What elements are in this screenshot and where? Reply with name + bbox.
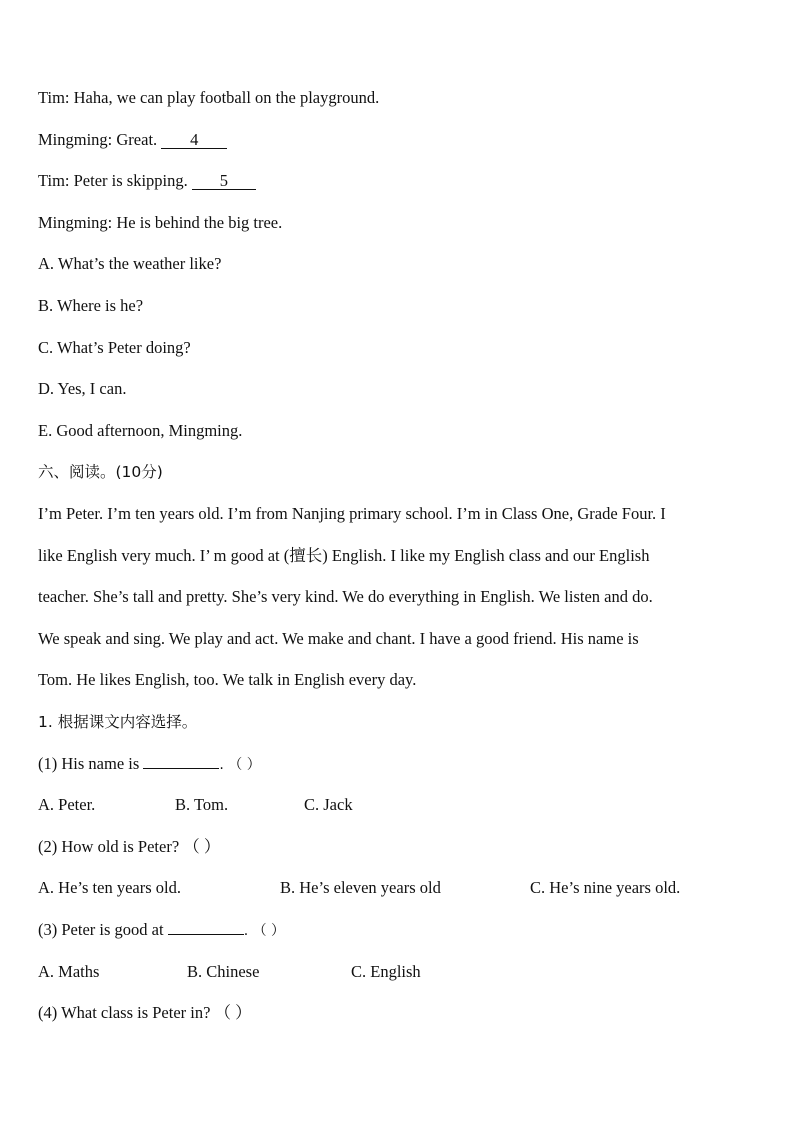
- choice-d: D. Yes, I can.: [38, 379, 127, 398]
- choice-c: C. What’s Peter doing?: [38, 338, 191, 357]
- dialogue-line-3-text: Tim: Peter is skipping.: [38, 171, 192, 190]
- q3-option-c: C. English: [351, 962, 421, 981]
- answer-blank-5: 5: [192, 172, 256, 190]
- passage-line-1: I’m Peter. I’m ten years old. I’m from Nanjing primary school. I’m in Class One, Grade Four. I: [38, 504, 666, 523]
- question-1: [38, 754, 261, 775]
- section-heading: 六、阅读。(10分): [38, 463, 163, 481]
- q1-option-c: C. Jack: [304, 795, 353, 814]
- q2-option-c: C. He’s nine years old.: [530, 878, 681, 897]
- answer-blank-4: 4: [161, 131, 227, 149]
- dialogue-line-2: [38, 130, 227, 150]
- question-3: [38, 920, 285, 941]
- question-1-text: (1) His name is: [38, 754, 144, 773]
- q2-option-a: A. He’s ten years old.: [38, 878, 181, 897]
- q3-option-b: B. Chinese: [187, 962, 260, 981]
- task-instruction: 1. 根据课文内容选择。: [38, 713, 198, 731]
- choice-e: E. Good afternoon, Mingming.: [38, 421, 243, 440]
- choice-a: A. What’s the weather like?: [38, 254, 222, 273]
- question-4: (4) What class is Peter in? （ ）: [38, 1003, 252, 1022]
- question-1-bracket: . （ ）: [219, 757, 261, 773]
- dialogue-line-1: Tim: Haha, we can play football on the playground.: [38, 88, 380, 107]
- dialogue-line-2-text: Mingming: Great.: [38, 130, 162, 149]
- question-2: (2) How old is Peter? （ ）: [38, 837, 221, 856]
- passage-line-5: Tom. He likes English, too. We talk in English every day.: [38, 670, 417, 689]
- dialogue-line-4: Mingming: He is behind the big tree.: [38, 213, 283, 232]
- question-1-blank: [143, 768, 219, 769]
- dialogue-line-3: [38, 171, 256, 191]
- q1-option-a: A. Peter.: [38, 795, 96, 814]
- q3-option-a: A. Maths: [38, 962, 100, 981]
- passage-line-4: We speak and sing. We play and act. We make and chant. I have a good friend. His name is: [38, 629, 639, 648]
- q2-option-b: B. He’s eleven years old: [280, 878, 441, 897]
- passage-line-3: teacher. She’s tall and pretty. She’s very kind. We do everything in English. We listen and do.: [38, 587, 653, 606]
- q1-option-b: B. Tom.: [175, 795, 229, 814]
- passage-line-2: like English very much. I’ m good at (擅长) English. I like my English class and our English: [38, 546, 650, 565]
- choice-b: B. Where is he?: [38, 296, 144, 315]
- question-3-bracket: . （ ）: [243, 923, 286, 939]
- question-3-blank: [168, 934, 244, 935]
- question-3-text: (3) Peter is good at: [38, 920, 168, 939]
